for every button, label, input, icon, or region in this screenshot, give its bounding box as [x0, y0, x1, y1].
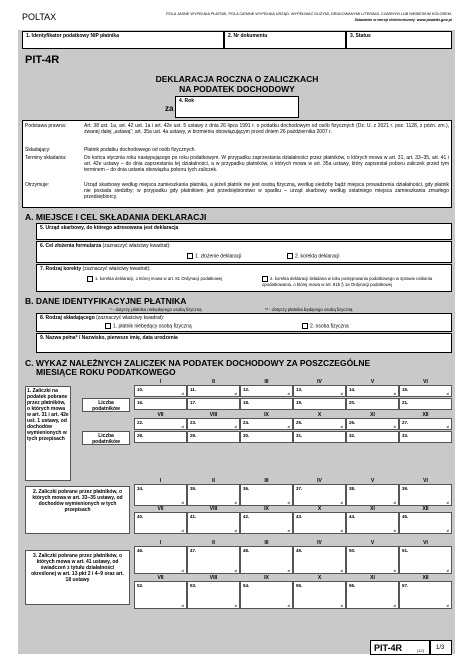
month-header: VI: [423, 379, 428, 385]
month-header: IV: [317, 478, 322, 484]
full-name-label: 9. Nazwa pełna* / Nazwisko, pierwsze imię, data urodzenia: [40, 335, 178, 341]
field-number: 24.: [243, 420, 250, 425]
currency-label: zł: [234, 604, 237, 608]
purpose-option-2[interactable]: [287, 253, 339, 259]
amount-cell[interactable]: [399, 484, 452, 506]
title-line2: NA PODATEK DOCHODOWY: [179, 84, 295, 94]
amount-cell[interactable]: [134, 398, 187, 410]
field-number: 19.: [296, 400, 303, 405]
amount-cell[interactable]: [134, 484, 187, 506]
amount-cell[interactable]: [134, 385, 187, 397]
purpose-option-2-label: 2. korekta deklaracji: [295, 253, 340, 260]
currency-label: zł: [340, 392, 343, 396]
currency-label: zł: [181, 392, 184, 396]
header-instruction: POLA JASNE WYPEŁNIA PŁATNIK, POLA CIEMNE WYPEŁNIA URZĄD. WYPEŁNIAĆ DUŻYMI, DRUKOWANYMI LITERAMI, CZARNYM LUB NIEBIESKIM KOLOREM.: [166, 12, 452, 16]
currency-label: zł: [181, 501, 184, 505]
correction-label-row: [37, 265, 451, 273]
field-number: 56.: [349, 583, 356, 588]
nip-field[interactable]: [22, 31, 224, 49]
currency-label: zł: [287, 425, 290, 429]
currency-label: zł: [393, 501, 396, 505]
submitter-type-field: [36, 313, 452, 332]
footer-code-box: [370, 640, 430, 655]
field-number: 49.: [296, 548, 303, 553]
section-c-title1: C. WYKAZ NALEŻNYCH ZALICZEK NA PODATEK DOCHODOWY ZA POSZCZEGÓLNE: [25, 358, 371, 368]
field-number: 42.: [243, 514, 250, 519]
field-number: 15.: [402, 387, 409, 392]
amount-cell[interactable]: [293, 581, 346, 609]
field-number: 17.: [190, 400, 197, 405]
field-number: 40.: [137, 514, 144, 519]
currency-label: zł: [446, 425, 449, 429]
currency-label: zł: [446, 529, 449, 533]
month-header: XII: [422, 575, 429, 581]
field-number: 11.: [190, 387, 197, 392]
amount-cell[interactable]: [134, 581, 187, 609]
month-header: III: [264, 540, 269, 546]
month-header: VII: [157, 575, 164, 581]
field-number: 18.: [243, 400, 250, 405]
footer-page-box: [430, 640, 452, 655]
legal-label-basis: Podstawa prawna:: [25, 123, 67, 129]
month-header: IV: [317, 379, 322, 385]
correction-option-2[interactable]: [262, 276, 450, 287]
checkbox-icon[interactable]: [187, 253, 193, 259]
month-header: I: [159, 540, 162, 546]
currency-label: zł: [340, 501, 343, 505]
submitter-option-1[interactable]: [105, 323, 192, 329]
amount-cell[interactable]: [187, 512, 240, 534]
field-number: 37.: [296, 486, 303, 491]
legal-text-recipient: Urząd skarbowy według miejsca zamieszkania płatnika, a jeżeli płatnik nie jest osobą fizyczną, według siedziby bądź miejsca prowadzenia działalności, gdy płatnik nie posiada siedziby; w przypadku gdy płatnikiem jest przedsiębiorstwo w spadku – urząd skarbowy według ostatniego miejsca zamieszkania zmarłego przedsiębiorcy.: [84, 182, 449, 200]
section-c-grid: [22, 378, 452, 633]
month-header: IX: [264, 412, 269, 418]
amount-cell[interactable]: [346, 431, 399, 443]
currency-label: zł: [287, 392, 290, 396]
field-number: 41.: [190, 514, 197, 519]
amount-cell[interactable]: [240, 484, 293, 506]
currency-label: zł: [340, 529, 343, 533]
field-number: 57.: [402, 583, 409, 588]
amount-cell[interactable]: [399, 385, 452, 397]
row3-label: 3. Zaliczki pobrane przez płatników, o których mowa w art. 41 ustawy, od świadczeń z tytułu działalności określonej w art. 13 pkt 2 i 4–9 oraz art. 18 ustawy: [25, 550, 130, 605]
amount-cell[interactable]: [187, 484, 240, 506]
section-c-title2: MIESIĄCE ROKU PODATKOWEGO: [36, 367, 176, 377]
legal-label-deadline: Terminy składania:: [25, 155, 67, 161]
amount-cell[interactable]: [240, 418, 293, 430]
currency-label: zł: [181, 529, 184, 533]
field-number: 44.: [349, 514, 356, 519]
field-number: 51.: [402, 548, 409, 553]
form-code: PIT-4R: [25, 54, 60, 66]
amount-cell[interactable]: [187, 546, 240, 574]
amount-cell[interactable]: [240, 398, 293, 410]
correction-type-field: [36, 264, 452, 292]
field-number: 12.: [243, 387, 250, 392]
currency-label: zł: [234, 529, 237, 533]
footer-code: PIT-4R: [374, 643, 403, 653]
month-header: XI: [370, 412, 375, 418]
amount-cell[interactable]: [240, 385, 293, 397]
month-header: II: [212, 379, 215, 385]
footer-version: (12): [417, 648, 425, 653]
row2-label: 2. Zaliczki pobrane przez płatników, o których mowa w art. 33–35 ustawy, od dochodów wymienionych w tych przepisach: [25, 486, 130, 534]
field-number: 14.: [349, 387, 356, 392]
field-number: 55.: [296, 583, 303, 588]
correction-option-1[interactable]: [87, 276, 257, 282]
amount-cell[interactable]: [240, 431, 293, 443]
currency-label: zł: [393, 604, 396, 608]
amount-cell[interactable]: [293, 418, 346, 430]
field-number: 27.: [402, 420, 409, 425]
currency-label: zł: [340, 425, 343, 429]
amount-cell[interactable]: [346, 418, 399, 430]
submitter-option-2[interactable]: [302, 323, 349, 329]
currency-label: zł: [287, 604, 290, 608]
section-a-title: A. MIEJSCE I CEL SKŁADANIA DEKLARACJI: [25, 212, 207, 222]
amount-cell[interactable]: [346, 398, 399, 410]
section-b-title: B. DANE IDENTYFIKACYJNE PŁATNIKA: [25, 296, 187, 306]
amount-cell[interactable]: [346, 484, 399, 506]
currency-label: zł: [234, 425, 237, 429]
field-number: 48.: [243, 548, 250, 553]
row1-label: 1. Zaliczki na podatek pobrane przez płatników, o których mowa w art. 31 i art. 42e ust. 1 ustawy, od dochodów wymienionych w tych przepisach: [25, 386, 71, 481]
field-number: 25.: [296, 420, 303, 425]
row1-count-label: Liczba podatników: [82, 398, 130, 412]
field-number: 38.: [349, 486, 356, 491]
field-number: 34.: [137, 486, 144, 491]
checkbox-icon[interactable]: [87, 276, 93, 282]
field-number: 52.: [137, 583, 144, 588]
field-number: 32.: [349, 433, 356, 438]
field-number: 54.: [243, 583, 250, 588]
month-header: IV: [317, 540, 322, 546]
currency-label: zł: [446, 604, 449, 608]
month-header: II: [212, 478, 215, 484]
month-header: X: [317, 506, 322, 512]
field-number: 35.: [190, 486, 197, 491]
month-header: II: [212, 540, 215, 546]
amount-cell[interactable]: [187, 385, 240, 397]
amount-cell[interactable]: [134, 431, 187, 443]
amount-cell[interactable]: [399, 431, 452, 443]
header-source: Składanie w wersji elektronicznej: www.podatki.gov.pl: [354, 18, 452, 22]
currency-label: zł: [446, 392, 449, 396]
field-number: 53.: [190, 583, 197, 588]
doc-number-label: 2. Nr dokumentu: [228, 33, 268, 39]
currency-label: zł: [393, 529, 396, 533]
submitter-option-1-label: 1. płatnik niebędący osobą fizyczną: [113, 323, 192, 330]
currency-label: zł: [446, 569, 449, 573]
amount-cell[interactable]: [293, 398, 346, 410]
nip-label: 1. Identyfikator podatkowy NIP płatnika: [26, 33, 119, 39]
correction-hint: (zaznaczyć właściwy kwadrat):: [82, 266, 151, 272]
field-number: 16.: [137, 400, 144, 405]
month-header: VIII: [209, 575, 218, 581]
correction-option-1-label: 1. korekta deklaracji, o której mowa w art. 81 Ordynacji podatkowej: [95, 276, 223, 282]
amount-cell[interactable]: [293, 484, 346, 506]
amount-cell[interactable]: [399, 546, 452, 574]
field-number: 30.: [243, 433, 250, 438]
month-header: X: [317, 575, 322, 581]
amount-cell[interactable]: [346, 581, 399, 609]
currency-label: zł: [234, 501, 237, 505]
section-b-note2: ** - dotyczy płatnika będącego osobą fizyczną: [265, 307, 353, 312]
amount-cell[interactable]: [293, 512, 346, 534]
field-number: 21.: [402, 400, 409, 405]
field-number: 10.: [137, 387, 144, 392]
status-label: 3. Status: [350, 33, 371, 39]
month-header: IX: [264, 506, 269, 512]
status-field: [346, 31, 452, 49]
field-number: 29.: [190, 433, 197, 438]
tax-office-label: 5. Urząd skarbowy, do którego adresowana jest deklaracja: [40, 225, 179, 231]
amount-cell[interactable]: [399, 512, 452, 534]
submitter-label: 8. Rodzaj składającego: [40, 315, 95, 321]
legal-text-basis: Art. 38 ust. 1a, art. 42 ust. 1a i art. 42e ust. 5 ustawy z dnia 26 lipca 1991 r. o podatku dochodowym od osób fizycznych (Dz. U. z 2021 r. poz. 1128, z późn. zm.), zwanej dalej „ustawą”; art. 35a ust. 4a ustawy, w brzmieniu obowiązującym przed dniem 26 października 2007 r.: [84, 123, 449, 135]
checkbox-icon[interactable]: [287, 253, 293, 259]
legal-label-submitter: Składający:: [25, 147, 51, 153]
full-name-field[interactable]: [36, 333, 452, 353]
field-number: 20.: [349, 400, 356, 405]
purpose-label: 6. Cel złożenia formularza: [40, 243, 102, 249]
purpose-label-row: [37, 242, 451, 250]
amount-cell[interactable]: [346, 546, 399, 574]
field-number: 36.: [243, 486, 250, 491]
currency-label: zł: [234, 392, 237, 396]
month-header: I: [159, 478, 162, 484]
section-b-note1: * - dotyczy płatnika niebędącego osobą fizyczną: [110, 307, 202, 312]
correction-option-2-label: 2. korekta deklaracji składana w toku postępowania podatkowego w sprawie unikania opodatkowania, o której mowa w art. 81b § 1a Ordynacji podatkowej: [262, 276, 433, 287]
amount-cell[interactable]: [399, 418, 452, 430]
month-header: VII: [157, 412, 164, 418]
month-header: VI: [423, 540, 428, 546]
field-number: 22.: [137, 420, 144, 425]
currency-label: zł: [287, 501, 290, 505]
field-number: 50.: [349, 548, 356, 553]
amount-cell[interactable]: [187, 398, 240, 410]
title-line1: DEKLARACJA ROCZNA O ZALICZKACH: [155, 74, 319, 84]
amount-cell[interactable]: [187, 418, 240, 430]
amount-cell[interactable]: [240, 512, 293, 534]
purpose-field: [36, 241, 452, 263]
month-header: IX: [264, 575, 269, 581]
month-header: V: [370, 379, 375, 385]
currency-label: zł: [340, 604, 343, 608]
field-number: 31.: [296, 433, 303, 438]
field-number: 47.: [190, 548, 197, 553]
amount-cell[interactable]: [399, 398, 452, 410]
currency-label: zł: [181, 425, 184, 429]
submitter-option-2-label: 2. osoba fizyczna: [310, 323, 349, 330]
amount-cell[interactable]: [346, 512, 399, 534]
purpose-option-1[interactable]: [187, 253, 241, 259]
currency-label: zł: [181, 604, 184, 608]
currency-label: zł: [446, 501, 449, 505]
field-number: 13.: [296, 387, 303, 392]
month-header: III: [264, 478, 269, 484]
currency-label: zł: [234, 569, 237, 573]
purpose-option-1-label: 1. złożenie deklaracji: [195, 253, 242, 260]
amount-cell[interactable]: [240, 581, 293, 609]
row1-count-label-2: Liczba podatników: [82, 431, 130, 445]
submitter-hint: (zaznaczyć właściwy kwadrat):: [96, 315, 165, 321]
doc-number-field: [224, 31, 346, 49]
currency-label: zł: [393, 425, 396, 429]
month-header: XI: [370, 506, 375, 512]
month-header: I: [159, 379, 162, 385]
currency-label: zł: [287, 569, 290, 573]
month-header: XI: [370, 575, 375, 581]
amount-cell[interactable]: [293, 546, 346, 574]
month-header: VII: [157, 506, 164, 512]
month-header: X: [317, 412, 322, 418]
amount-cell[interactable]: [293, 431, 346, 443]
tax-office-field[interactable]: [36, 223, 452, 240]
field-number: 28.: [137, 433, 144, 438]
field-number: 43.: [296, 514, 303, 519]
amount-cell[interactable]: [187, 581, 240, 609]
currency-label: zł: [393, 569, 396, 573]
submitter-label-row: [37, 314, 451, 322]
footer-page: 1/3: [436, 645, 445, 651]
year-label: 4. Rok: [179, 98, 195, 104]
amount-cell[interactable]: [399, 581, 452, 609]
purpose-hint: (zaznaczyć właściwy kwadrat):: [102, 243, 171, 249]
amount-cell[interactable]: [240, 546, 293, 574]
month-header: VI: [423, 478, 428, 484]
amount-cell[interactable]: [134, 512, 187, 534]
amount-cell[interactable]: [293, 385, 346, 397]
legal-text-deadline: Do końca stycznia roku następującego po roku podatkowym. W przypadku zaprzestania działalności przez płatników, o których mowa w art. 31, art. 33–35, art. 41 i art. 42e ustawy – do dnia zaprzestania tej działalności, a w przypadku płatników, o których mowa w art. 35a ustawy, który zaprzestał poboru zaliczek przed tym terminem – do dnia ustania obowiązku poboru tych zaliczek.: [84, 155, 449, 173]
legal-label-recipient: Otrzymuje:: [25, 182, 50, 188]
checkbox-icon[interactable]: [105, 323, 111, 329]
month-header: VIII: [209, 506, 218, 512]
correction-label: 7. Rodzaj korekty: [40, 266, 82, 272]
month-header: XII: [422, 412, 429, 418]
currency-label: zł: [393, 392, 396, 396]
amount-cell[interactable]: [134, 546, 187, 574]
field-number: 23.: [190, 420, 197, 425]
field-number: 46.: [137, 548, 144, 553]
checkbox-icon[interactable]: [302, 323, 308, 329]
legal-text-submitter: Płatnik podatku dochodowego od osób fizycznych.: [84, 147, 196, 153]
field-number: 45.: [402, 514, 409, 519]
field-number: 26.: [349, 420, 356, 425]
month-header: VIII: [209, 412, 218, 418]
amount-cell[interactable]: [187, 431, 240, 443]
brand: POLTAX: [22, 12, 57, 22]
currency-label: zł: [340, 569, 343, 573]
za-label: za: [165, 104, 174, 113]
field-number: 39.: [402, 486, 409, 491]
field-number: 33.: [402, 433, 409, 438]
month-header: V: [370, 478, 375, 484]
year-field[interactable]: [175, 96, 299, 118]
amount-cell[interactable]: [346, 385, 399, 397]
currency-label: zł: [287, 529, 290, 533]
month-header: XII: [422, 506, 429, 512]
month-header: III: [264, 379, 269, 385]
amount-cell[interactable]: [134, 418, 187, 430]
currency-label: zł: [181, 569, 184, 573]
month-header: V: [370, 540, 375, 546]
